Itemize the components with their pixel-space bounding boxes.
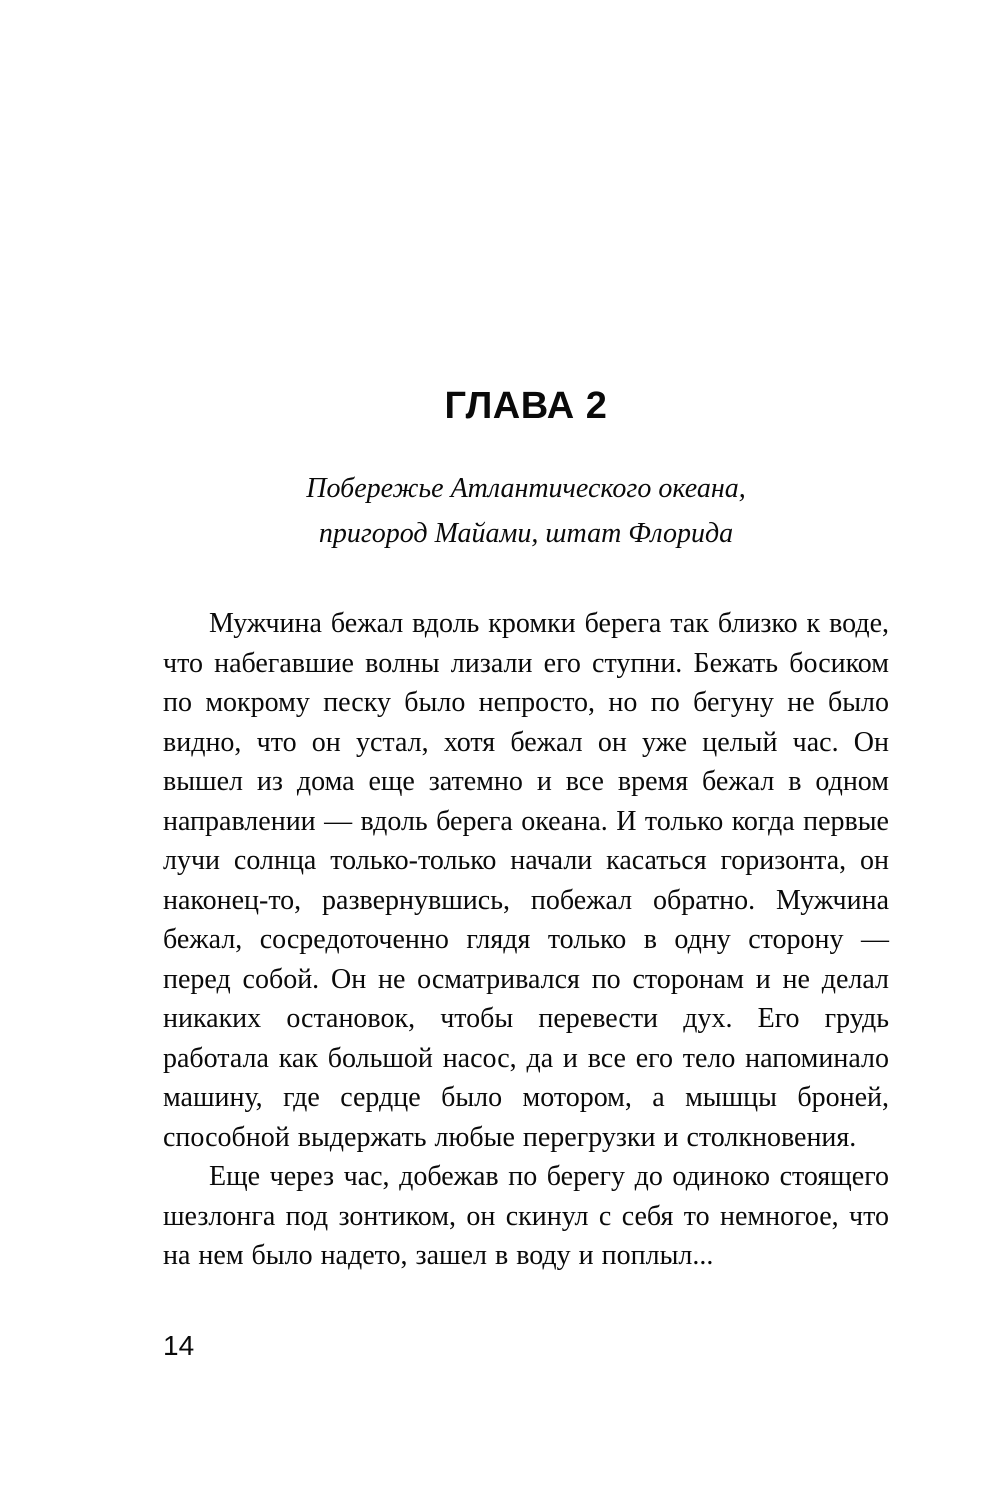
chapter-subtitle xyxy=(163,466,889,556)
body-paragraph-1: Мужчина бежал вдоль кромки берега так близко к воде, что набегавшие волны лизали его ступни. Бежать босиком по мокрому песку было непросто, но по бегуну не было видно, что он устал, хотя бежал он уже целый час. Он вышел из дома еще затемно и все время бежал в одном направлении — вдоль берега океана. И только когда первые лучи солнца только-только начали касаться горизонта, он наконец-то, развернувшись, побежал обратно. Мужчина бежал, сосредоточенно глядя только в одну сторону — перед собой. Он не осматривался по сторонам и не делал никаких остановок, чтобы перевести дух. Его грудь работала как большой насос, да и все его тело напоминало машину, где сердце было мотором, а мышцы броней, способной выдержать любые перегрузки и столкновения. xyxy=(163,608,889,1153)
chapter-subtitle-line-2: пригород Майами, штат Флорида xyxy=(318,518,734,549)
page-number: 14 xyxy=(163,1330,195,1361)
body-text xyxy=(163,604,889,1276)
page-content xyxy=(163,385,889,1276)
body-paragraph-2: Еще через час, добежав по берегу до одиноко стоящего шезлонга под зонтиком, он скинул с себя то немногое, что на нем было надето, зашел в воду и поплыл... xyxy=(163,1161,889,1271)
chapter-heading: ГЛАВА 2 xyxy=(444,385,608,427)
chapter-subtitle-line-1: Побережье Атлантического океана, xyxy=(306,473,746,504)
